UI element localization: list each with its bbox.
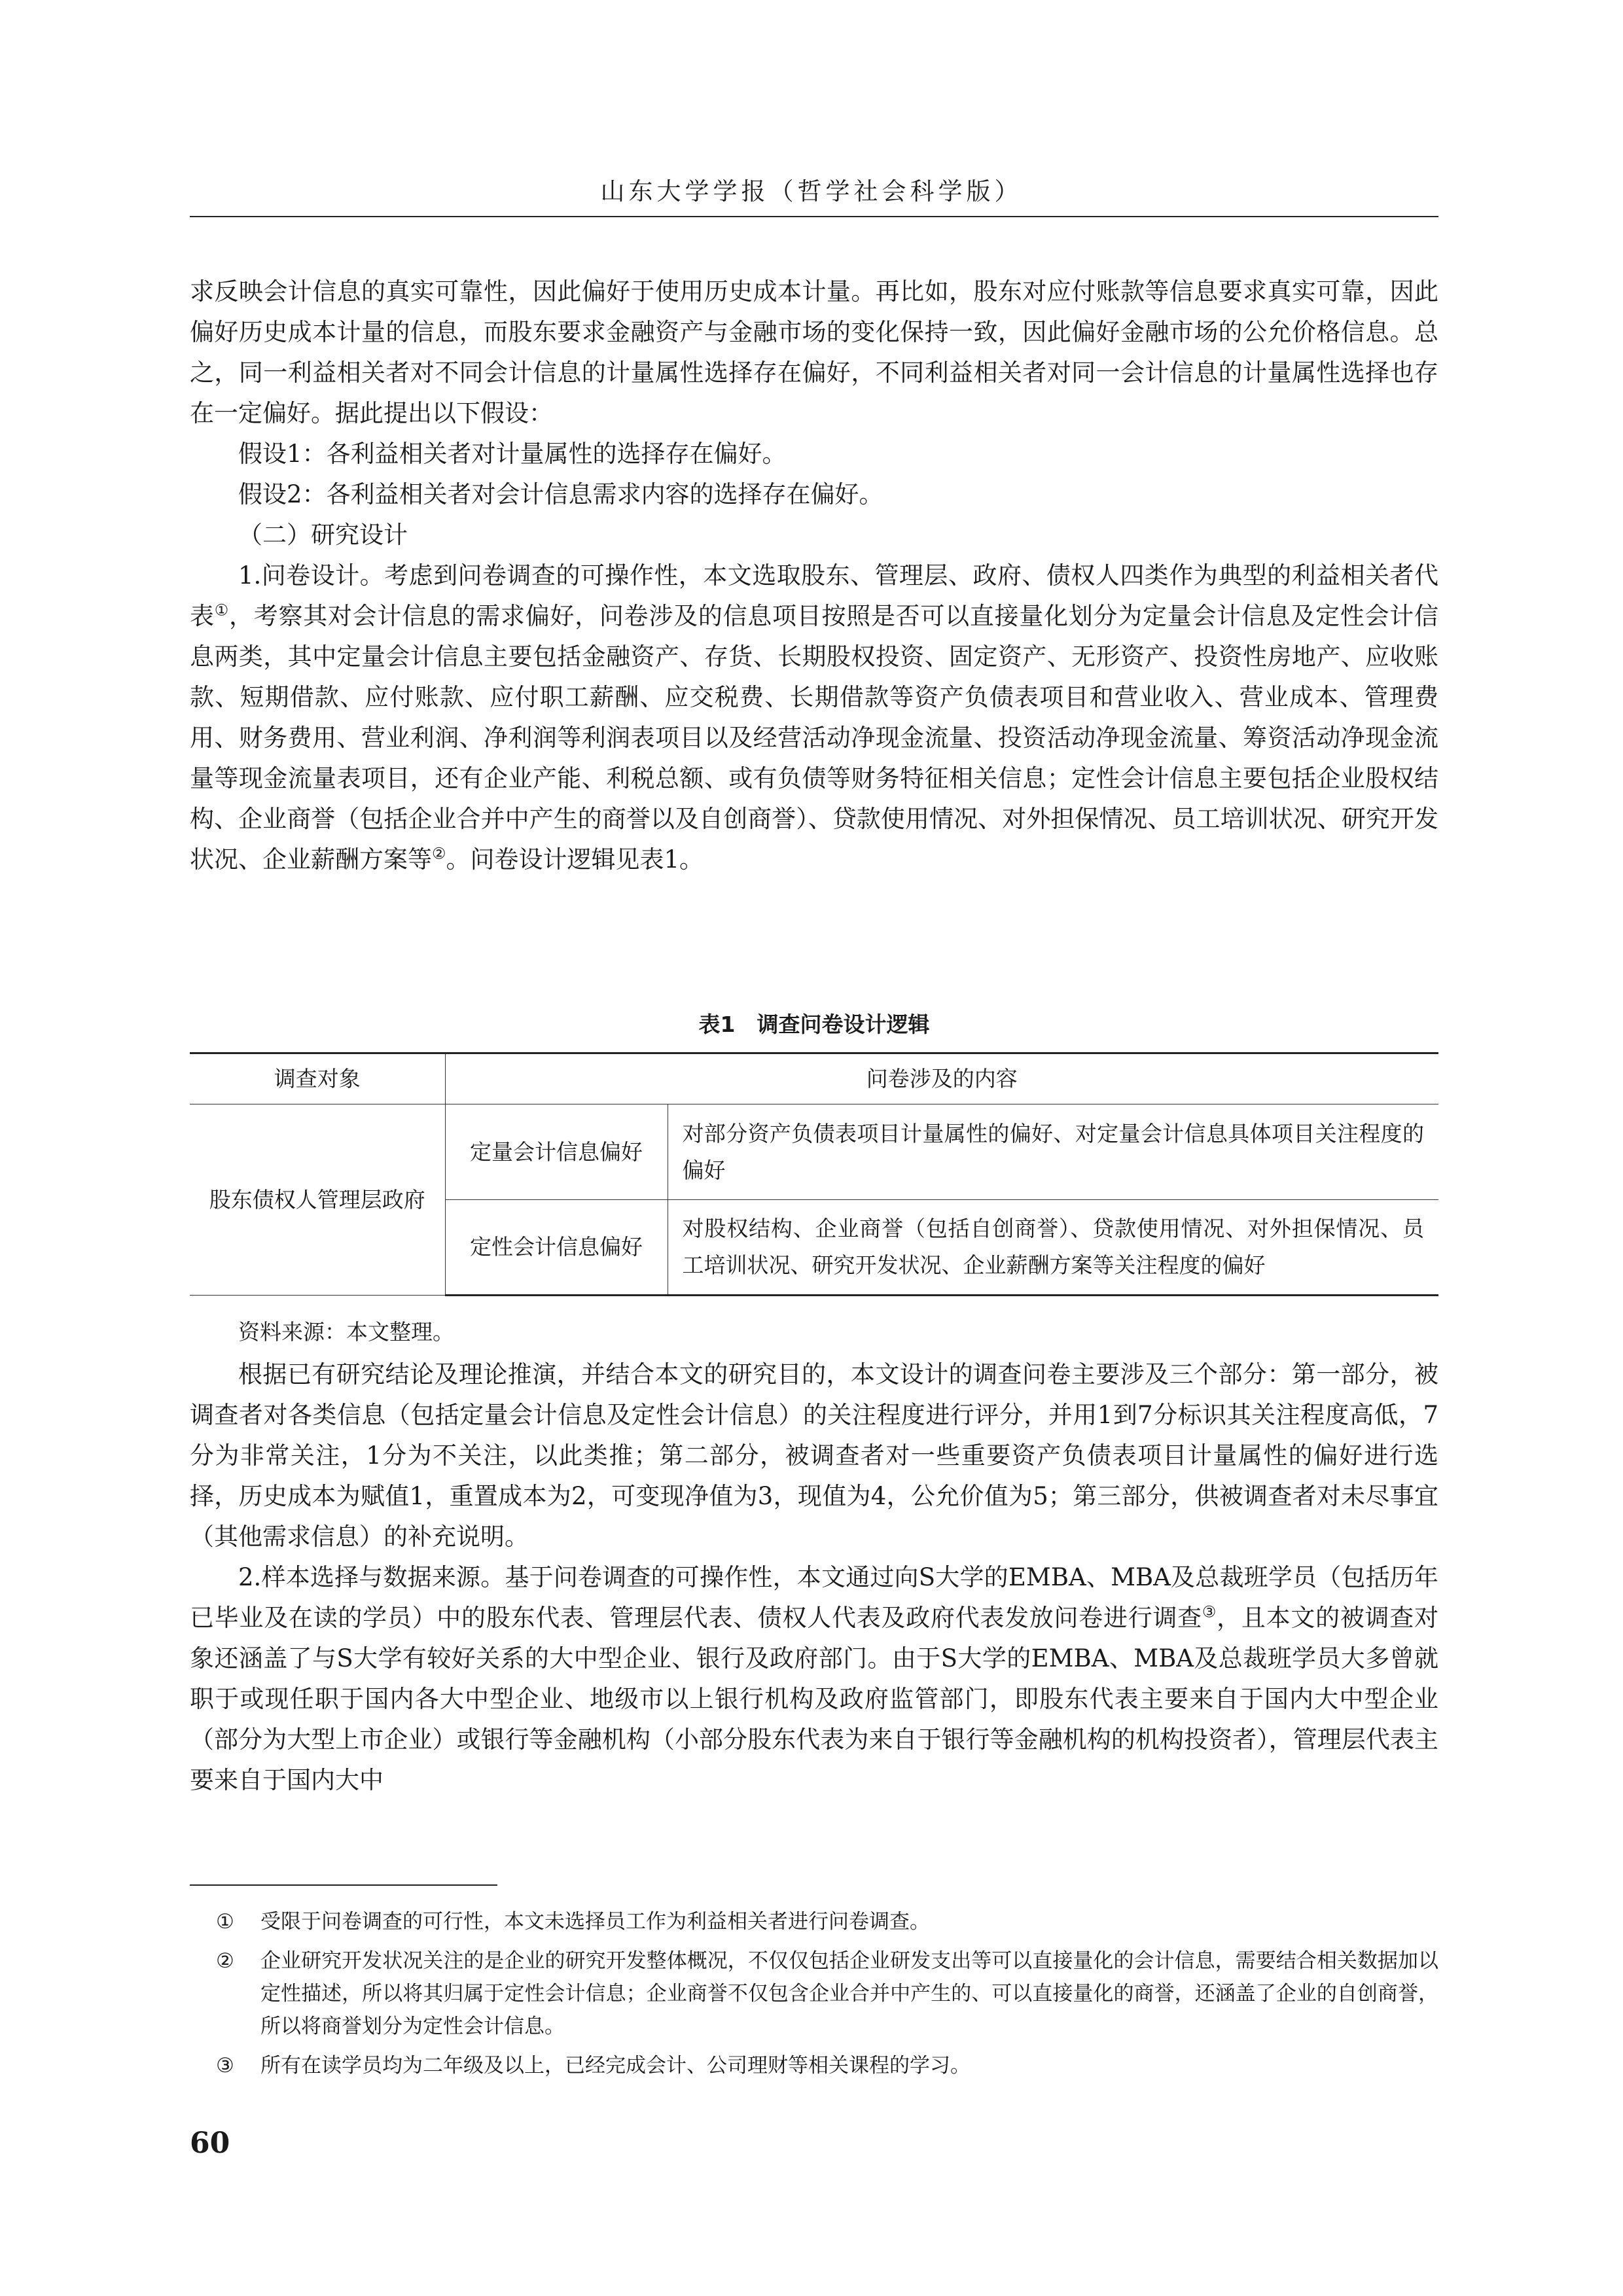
footnote-3 bbox=[190, 2049, 1438, 2082]
footnote-ref-3: ③ bbox=[1202, 1602, 1217, 1621]
hypothesis-1: 假设1：各利益相关者对计量属性的选择存在偏好。 bbox=[238, 440, 787, 468]
body-bottom bbox=[190, 1354, 1438, 1801]
footnote-2 bbox=[190, 1945, 1438, 2043]
footnote-text: 所有在读学员均为二年级及以上，已经完成会计、公司理财等相关课程的学习。 bbox=[260, 2054, 971, 2077]
text-span: 。问卷设计逻辑见表1。 bbox=[446, 845, 704, 874]
footnote-text: 企业研究开发状况关注的是企业的研究开发整体概况，不仅仅包括企业研发支出等可以直接量化的会计信息，需要结合相关数据加以定性描述，所以将其归属于定性会计信息；企业商誉不仅包含企业合并中产生的、可以直接量化的商誉，还涵盖了企业的自创商誉，所以将商誉划分为定性会计信息。 bbox=[260, 1949, 1438, 2038]
footnote-ref-1: ① bbox=[214, 601, 229, 620]
paragraph-sample-selection bbox=[190, 1557, 1438, 1801]
text-span: ，考察其对会计信息的需求偏好，问卷涉及的信息项目按照是否可以直接量化划分为定量会计信息及定性会计信息两类，其中定量会计信息主要包括金融资产、存货、长期股权投资、固定资产、无形资产、投资性房地产、应收账款、短期借款、应付账款、应付职工薪酬、应交税费、长期借款等资产负债表项目和营业收入、营业成本、管理费用、财务费用、营业利润、净利润等利润表项目以及经营活动净现金流量、投资活动净现金流量、筹资活动净现金流量等现金流量表项目，还有企业产能、利税总额、或有负债等财务特征相关信息；定性会计信息主要包括企业股权结构、企业商誉（包括企业合并中产生的商誉以及自创商誉）、贷款使用情况、对外担保情况、员工培训状况、研究开发状况、企业薪酬方案等 bbox=[190, 602, 1439, 874]
running-head: 山东大学学报（哲学社会科学版） bbox=[600, 177, 1023, 205]
paragraph-survey-parts: 根据已有研究结论及理论推演，并结合本文的研究目的，本文设计的调查问卷主要涉及三个部分：第一部分，被调查者对各类信息（包括定量会计信息及定性会计信息）的关注程度进行评分，并用1到7分标识其关注程度高低，7分为非常关注，1分为不关注，以此类推；第二部分，被调查者对一些重要资产负债表项目计量属性的偏好进行选择，历史成本为赋值1，重置成本为2，可变现净值为3，现值为4，公允价值为5；第三部分，供被调查者对未尽事宜（其他需求信息）的补充说明。 bbox=[190, 1360, 1438, 1551]
footnote-1 bbox=[190, 1905, 1438, 1938]
footnote-mark: ① bbox=[216, 1910, 234, 1934]
table-header-subject: 调查对象 bbox=[190, 1053, 445, 1104]
table-header-content: 问卷涉及的内容 bbox=[445, 1053, 1438, 1104]
table-content-cell: 对股权结构、企业商誉（包括自创商誉）、贷款使用情况、对外担保情况、员工培训状况、研究开发状况、企业薪酬方案等关注程度的偏好 bbox=[668, 1200, 1438, 1296]
page-number: 60 bbox=[190, 2127, 230, 2160]
section-heading: （二）研究设计 bbox=[238, 521, 408, 549]
paragraph-questionnaire-design bbox=[190, 556, 1438, 880]
footnote-text: 受限于问卷调查的可行性，本文未选择员工作为利益相关者进行问卷调查。 bbox=[260, 1910, 930, 1934]
text-span: 2.样本选择与数据来源。基于问卷调查的可操作性，本文通过向S大学的EMBA、MBA及总裁班学员（包括历年已毕业及在读的学员）中的股东代表、管理层代表、债权人代表及政府代表发放问卷进行调查 bbox=[190, 1563, 1438, 1632]
footnote-rule bbox=[190, 1884, 497, 1886]
body-top bbox=[190, 272, 1438, 880]
table-category-cell: 定量会计信息偏好 bbox=[445, 1104, 668, 1200]
header-rule bbox=[190, 216, 1438, 217]
text-span: ，且本文的被调查对象还涵盖了与S大学有较好关系的大中型企业、银行及政府部门。由于S大学的EMBA、MBA及总裁班学员大多曾就职于或现任职于国内各大中型企业、地级市以上银行机构及政府监管部门，即股东代表主要来自于国内大中型企业（部分为大型上市企业）或银行等金融机构（小部分股东代表为来自于银行等金融机构的机构投资者），管理层代表主要来自于国内大中 bbox=[190, 1604, 1439, 1794]
table-category-cell: 定性会计信息偏好 bbox=[445, 1200, 668, 1296]
table-1 bbox=[190, 1052, 1438, 1296]
table-content-cell: 对部分资产负债表项目计量属性的偏好、对定量会计信息具体项目关注程度的偏好 bbox=[668, 1104, 1438, 1200]
footnote-ref-2: ② bbox=[432, 844, 446, 863]
table-subject-cell: 股东债权人管理层政府 bbox=[190, 1104, 445, 1296]
footnote-mark: ② bbox=[216, 1949, 234, 1973]
table-caption: 表1 调查问卷设计逻辑 bbox=[698, 1012, 930, 1037]
paragraph-1: 求反映会计信息的真实可靠性，因此偏好于使用历史成本计量。再比如，股东对应付账款等信息要求真实可靠，因此偏好历史成本计量的信息，而股东要求金融资产与金融市场的变化保持一致，因此偏好金融市场的公允价格信息。总之，同一利益相关者对不同会计信息的计量属性选择存在偏好，不同利益相关者对同一会计信息的计量属性选择也存在一定偏好。据此提出以下假设： bbox=[190, 277, 1438, 427]
text-span: 1.问卷设计。考虑到问卷调查的可操作性，本文选取股东、管理层、政府、债权人四类作为典型的利益相关者代表 bbox=[190, 561, 1438, 630]
hypothesis-2: 假设2：各利益相关者对会计信息需求内容的选择存在偏好。 bbox=[238, 480, 883, 508]
table-source-note: 资料来源：本文整理。 bbox=[238, 1319, 454, 1345]
footnote-mark: ③ bbox=[216, 2054, 234, 2077]
